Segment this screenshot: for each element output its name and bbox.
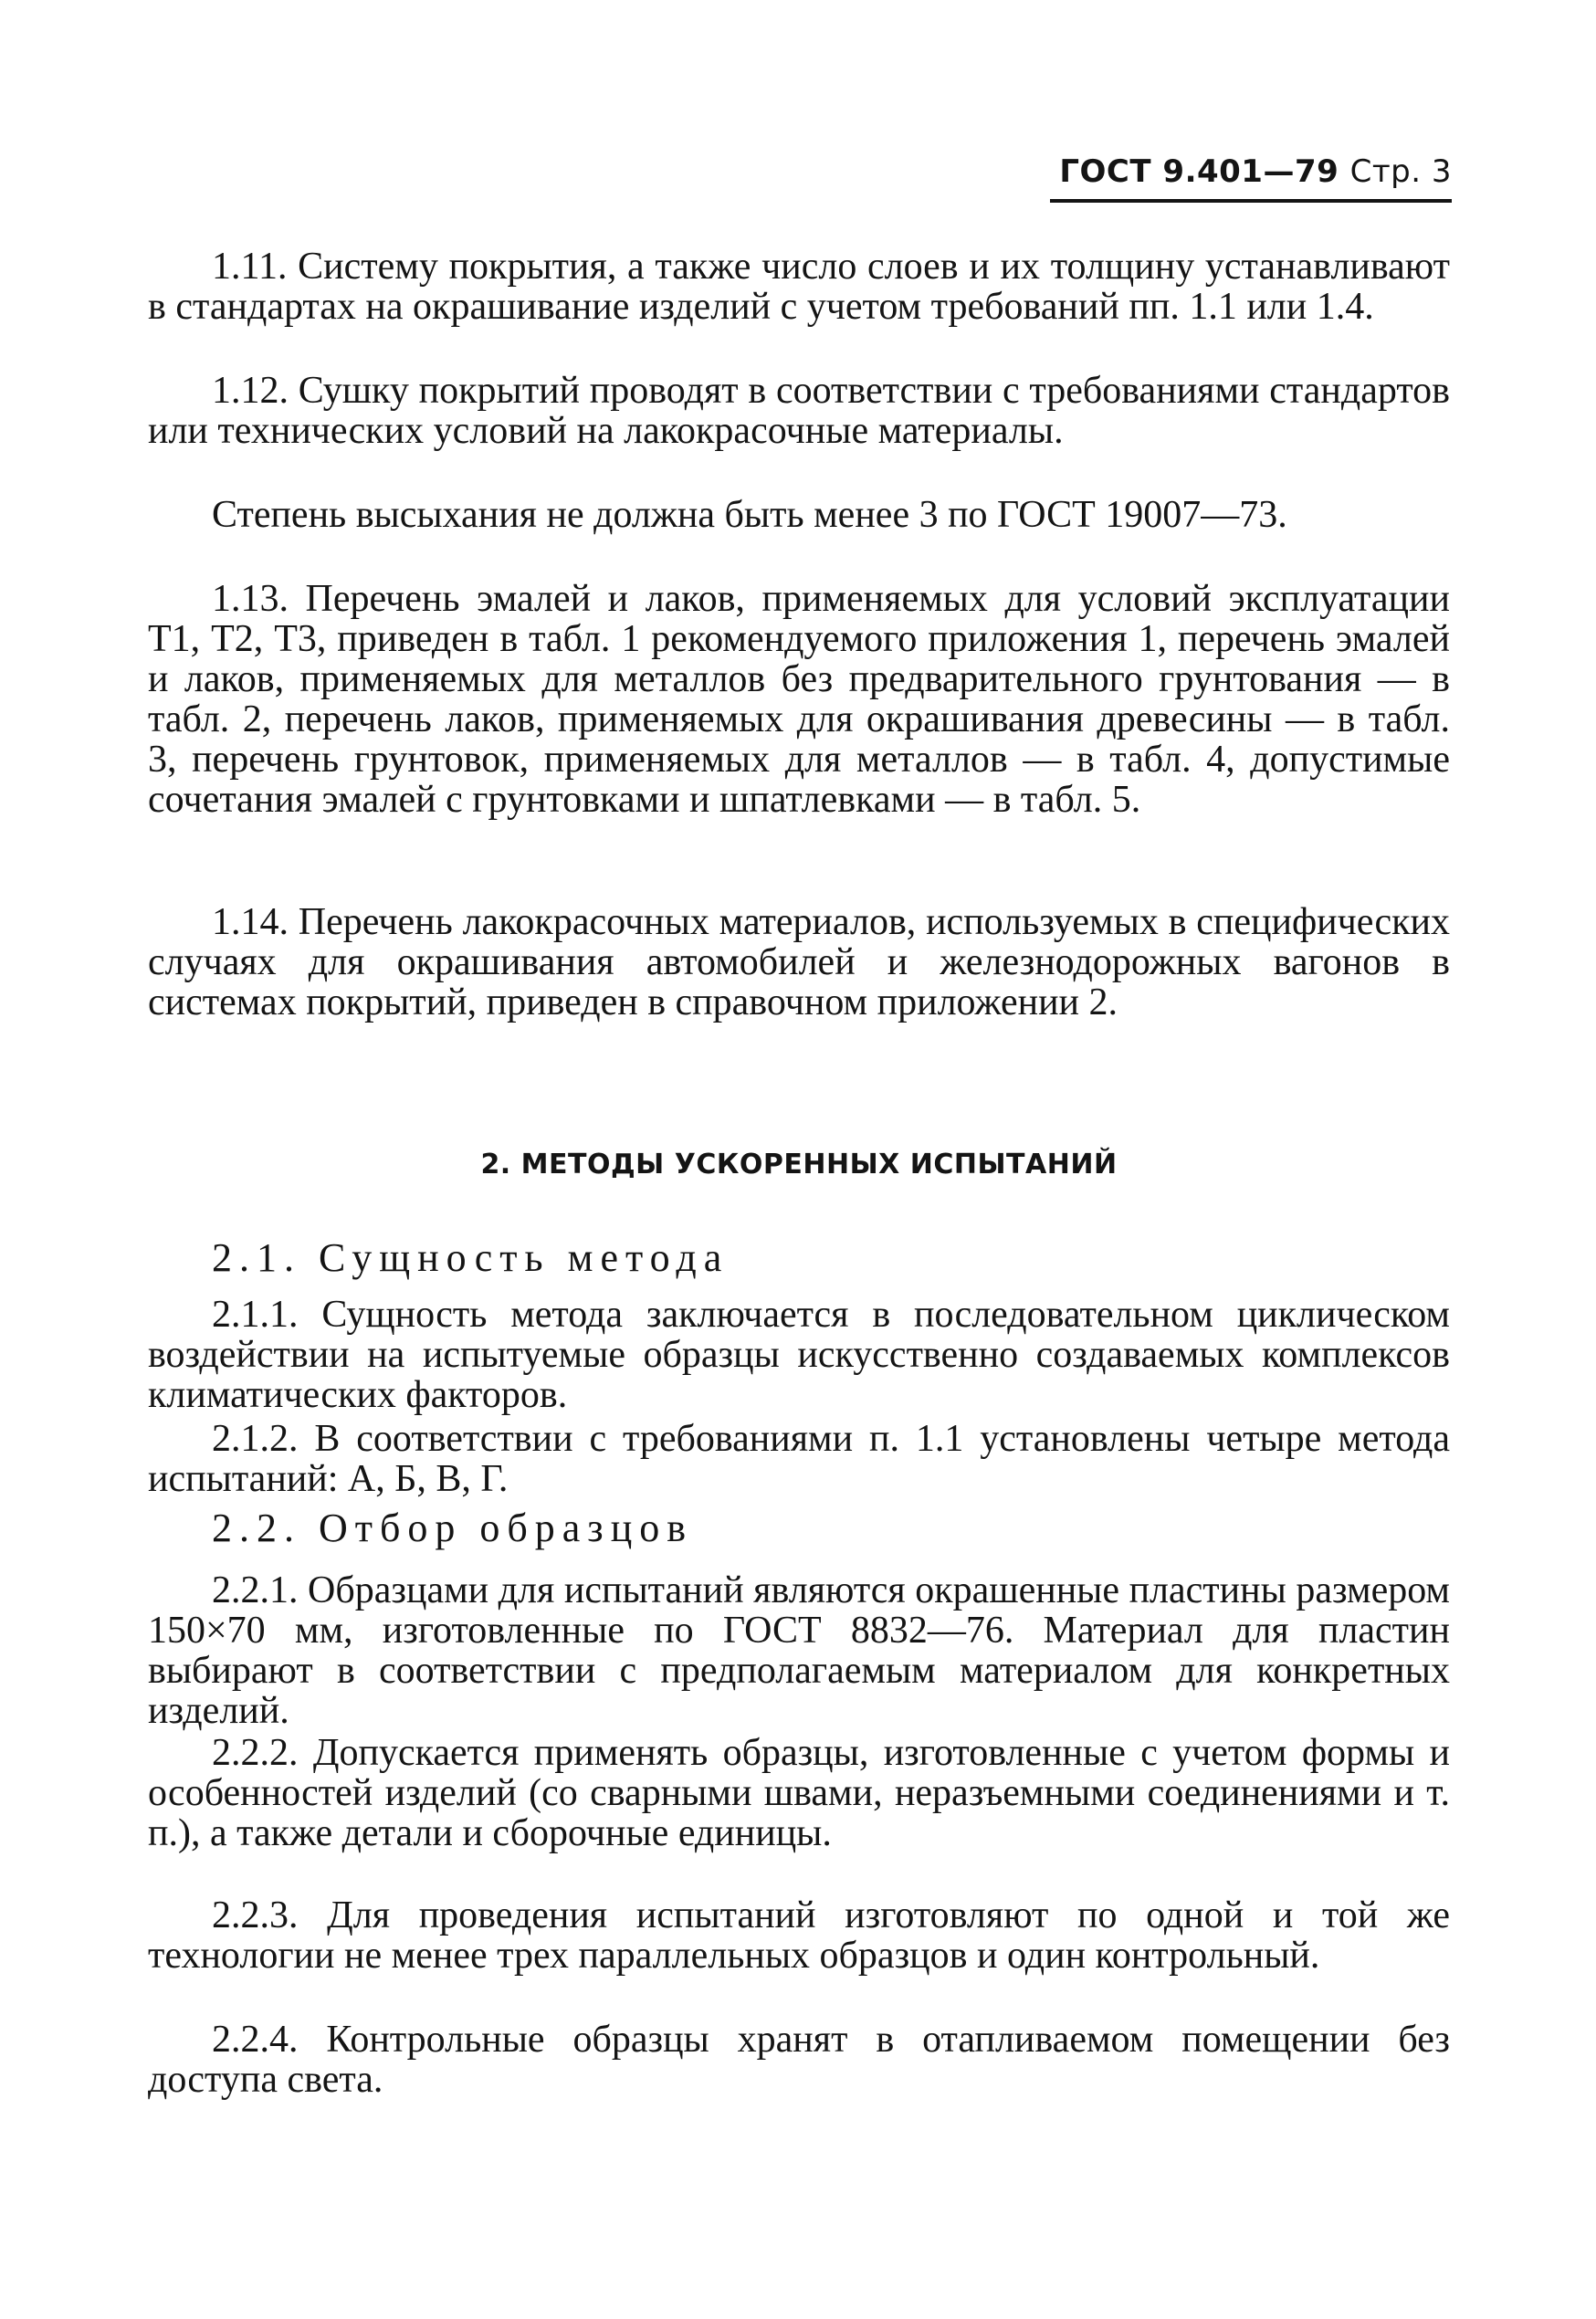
paragraph-2-1-2: 2.1.2. В соответствии с требованиями п. 1.1 установлены четыре метода испытаний: А, Б, В, Г. [148,1418,1450,1500]
paragraph-1-14: 1.14. Перечень лакокрасочных материалов, используемых в специфических случаях для окрашивания автомобилей и железнодорожных вагонов в системах покрытий, приведен в справочном приложении 2. [148,901,1450,1023]
paragraph-2-2-1: 2.2.1. Образцами для испытаний являются окрашенные пластины размером 150×70 мм, изготовленные по ГОСТ 8832—76. Материал для пластин выбирают в соответствии с предполагаемым материалом для конкретных изделий. [148,1569,1450,1732]
paragraph-2-2-4: 2.2.4. Контрольные образцы хранят в отапливаемом помещении без доступа света. [148,2019,1450,2101]
page-number: Стр. 3 [1349,153,1452,190]
running-header [1050,153,1452,203]
subsection-2-1-title: 2.1. Сущность метода [212,1235,730,1280]
standard-number: ГОСТ 9.401—79 [1059,153,1339,190]
subsection-2-2-title: 2.2. Отбор образцов [212,1506,694,1550]
paragraph-1-12-drying: Степень высыхания не должна быть менее 3 по ГОСТ 19007—73. [212,494,1287,536]
paragraph-1-13: 1.13. Перечень эмалей и лаков, применяемых для условий эксплуатации Т1, Т2, Т3, приведен в табл. 1 рекомендуемого приложения 1, перечень эмалей и лаков, применяемых для металлов без предварительного грунтования — в табл. 2, перечень лаков, применяемых для окрашивания древесины — в табл. 3, перечень грунтовок, применяемых для металлов — в табл. 4, допустимые сочетания эмалей с грунтовками и шпатлевками — в табл. 5. [148,578,1450,821]
section-heading: 2. МЕТОДЫ УСКОРЕННЫХ ИСПЫТАНИЙ [480,1149,1118,1180]
paragraph-1-12: 1.12. Сушку покрытий проводят в соответствии с требованиями стандартов или технических условий на лакокрасочные материалы. [148,370,1450,452]
paragraph-2-2-2: 2.2.2. Допускается применять образцы, изготовленные с учетом формы и особенностей изделий (со сварными швами, неразъемными соединениями и т. п.), а также детали и сборочные единицы. [148,1732,1450,1854]
paragraph-2-2-3: 2.2.3. Для проведения испытаний изготовляют по одной и той же технологии не менее трех параллельных образцов и один контрольный. [148,1894,1450,1977]
paragraph-2-1-1: 2.1.1. Сущность метода заключается в последовательном циклическом воздействии на испытуемые образцы искусственно создаваемых комплексов климатических факторов. [148,1294,1450,1416]
paragraph-1-11: 1.11. Систему покрытия, а также число слоев и их толщину устанавливают в стандартах на окрашивание изделий с учетом требований пп. 1.1 или 1.4. [148,246,1450,328]
